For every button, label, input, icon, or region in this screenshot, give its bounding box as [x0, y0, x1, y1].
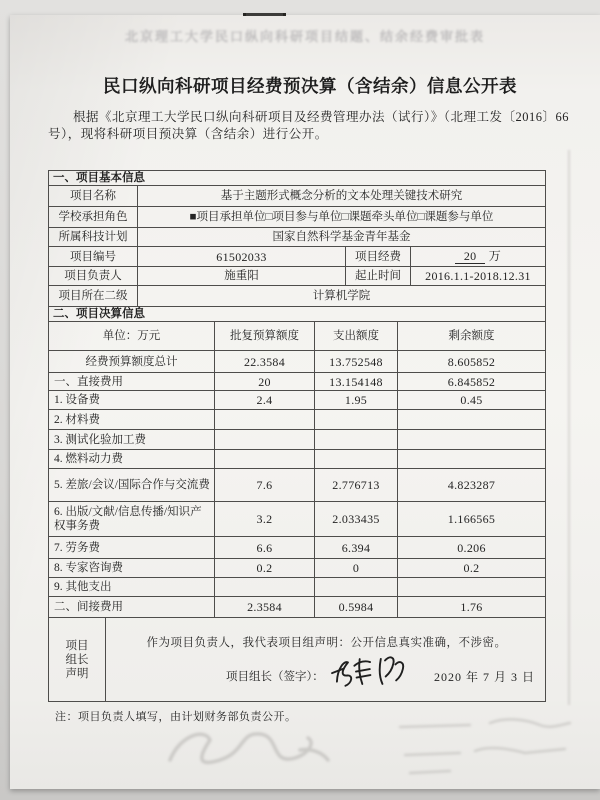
table-row — [49, 618, 546, 702]
declaration-label-line: 项目 — [65, 639, 89, 652]
table-row — [49, 186, 546, 207]
row-remaining — [398, 450, 546, 469]
table-row — [49, 450, 546, 469]
period-value: 2016.1.1-2018.12.31 — [411, 267, 546, 286]
row-approved: 2.4 — [215, 391, 315, 410]
table-row — [49, 351, 546, 373]
row-approved: 22.3584 — [215, 351, 315, 373]
project-number-value: 61502033 — [138, 247, 346, 267]
row-spent: 6.394 — [315, 537, 398, 559]
row-spent: 1.95 — [315, 391, 398, 410]
program-label: 所属科技计划 — [49, 228, 138, 247]
row-spent: 0.5984 — [315, 597, 398, 618]
row-label: 8. 专家咨询费 — [49, 559, 215, 578]
row-approved: 6.6 — [215, 537, 315, 559]
row-approved — [215, 450, 315, 469]
table-row — [49, 228, 546, 247]
row-spent: 13.154148 — [315, 373, 398, 391]
row-remaining: 0.2 — [398, 559, 546, 578]
table-row — [49, 469, 546, 502]
fund-unit: 万 — [488, 249, 502, 263]
row-spent: 2.033435 — [315, 502, 398, 537]
handwritten-signature — [326, 648, 416, 695]
bleedthrough-scribble — [150, 720, 350, 780]
row-remaining: 6.845852 — [398, 373, 546, 391]
col-approved-header: 批复预算额度 — [215, 322, 315, 351]
table-row — [49, 307, 546, 322]
row-remaining — [398, 430, 546, 450]
row-spent — [315, 430, 398, 450]
row-label: 9. 其他支出 — [49, 578, 215, 597]
footnote: 注：项目负责人填写，由计划财务部负责公开。 — [55, 711, 297, 723]
row-remaining — [398, 578, 546, 597]
declaration-statement: 作为项目负责人，我代表项目组声明：公开信息真实准确，不涉密。 — [146, 637, 507, 649]
row-label: 7. 劳务费 — [49, 537, 215, 559]
project-fund-value — [411, 247, 546, 267]
fund-amount: 20 — [455, 249, 486, 264]
basic-info-table — [48, 170, 546, 307]
row-spent: 0 — [315, 559, 398, 578]
col-spent-header: 支出额度 — [315, 322, 398, 351]
school-role-value: ■项目承担单位□项目参与单位□课题牵头单位□课题参与单位 — [138, 207, 546, 228]
table-row — [49, 391, 546, 410]
declaration-table — [48, 617, 546, 702]
table-row — [49, 207, 546, 228]
row-label: 2. 材料费 — [49, 410, 215, 430]
school-role-label: 学校承担角色 — [49, 207, 138, 228]
budget-table — [48, 306, 546, 618]
row-spent: 2.776713 — [315, 469, 398, 502]
signature-label: 项目组长（签字）： — [226, 671, 324, 683]
leader-value: 施重阳 — [138, 267, 346, 286]
table-row — [49, 267, 546, 286]
table-row — [49, 559, 546, 578]
table-row — [49, 286, 546, 307]
row-label: 1. 设备费 — [49, 391, 215, 410]
table-row — [49, 578, 546, 597]
table-row — [49, 502, 546, 537]
table-header-row — [49, 322, 546, 351]
declaration-body — [106, 618, 546, 702]
college-value: 计算机学院 — [138, 286, 546, 307]
project-name-label: 项目名称 — [49, 186, 138, 207]
declaration-label — [49, 618, 106, 702]
row-approved — [215, 430, 315, 450]
row-remaining — [398, 410, 546, 430]
intro-paragraph: 根据《北京理工大学民口纵向科研项目及经费管理办法（试行）》（北理工发〔2016〕66 号），现将科研项目预决算（含结余）进行公开。 — [48, 110, 570, 141]
row-approved — [215, 410, 315, 430]
row-remaining: 8.605852 — [398, 351, 546, 373]
project-fund-label: 项目经费 — [346, 247, 411, 267]
table-row — [49, 597, 546, 618]
col-remaining-header: 剩余额度 — [398, 322, 546, 351]
row-approved — [215, 578, 315, 597]
declaration-label-line: 组长 — [65, 653, 89, 666]
row-remaining: 0.206 — [398, 537, 546, 559]
table-row — [49, 430, 546, 450]
row-remaining: 0.45 — [398, 391, 546, 410]
row-label: 经费预算额度总计 — [49, 351, 215, 373]
row-label: 二、间接费用 — [49, 597, 215, 618]
leader-label: 项目负责人 — [49, 267, 138, 286]
table-row — [49, 373, 546, 391]
section-2-header: 二、项目决算信息 — [49, 307, 546, 322]
row-remaining: 1.76 — [398, 597, 546, 618]
row-spent — [315, 410, 398, 430]
table-row — [49, 247, 546, 267]
signature-date: 2020 年 7 月 3 日 — [433, 670, 535, 684]
fold-mark — [243, 13, 286, 16]
row-approved: 3.2 — [215, 502, 315, 537]
row-label: 6. 出版/文献/信息传播/知识产权事务费 — [49, 502, 215, 537]
row-spent — [315, 450, 398, 469]
program-value: 国家自然科学基金青年基金 — [138, 228, 546, 247]
section-1-header: 一、项目基本信息 — [49, 171, 546, 186]
bleedthrough-line — [568, 150, 570, 705]
row-label: 4. 燃料动力费 — [49, 450, 215, 469]
unit-header: 单位：万元 — [49, 322, 215, 351]
page-title: 民口纵向科研项目经费预决算（含结余）信息公开表 — [103, 76, 517, 96]
project-number-label: 项目编号 — [49, 247, 138, 267]
paper-sheet — [10, 15, 600, 789]
table-row — [49, 171, 546, 186]
signature-row — [108, 664, 543, 690]
row-label: 3. 测试化验加工费 — [49, 430, 215, 450]
project-name-value: 基于主题形式概念分析的文本处理关键技术研究 — [138, 186, 546, 207]
row-label: 5. 差旅/会议/国际合作与交流费 — [49, 469, 215, 502]
college-label: 项目所在二级 — [49, 286, 138, 307]
period-label: 起止时间 — [346, 267, 411, 286]
row-remaining: 1.166565 — [398, 502, 546, 537]
row-label: 一、直接费用 — [49, 373, 215, 391]
row-approved: 7.6 — [215, 469, 315, 502]
bleedthrough-title: 北京理工大学民口纵向科研项目结题、结余经费审批表 — [124, 29, 485, 44]
declaration-label-line: 声明 — [65, 667, 89, 680]
row-spent: 13.752548 — [315, 351, 398, 373]
row-approved: 2.3584 — [215, 597, 315, 618]
row-approved: 20 — [215, 373, 315, 391]
table-row — [49, 410, 546, 430]
table-row — [49, 537, 546, 559]
bleedthrough-scribble — [390, 715, 580, 785]
row-remaining: 4.823287 — [398, 469, 546, 502]
row-approved: 0.2 — [215, 559, 315, 578]
row-spent — [315, 578, 398, 597]
